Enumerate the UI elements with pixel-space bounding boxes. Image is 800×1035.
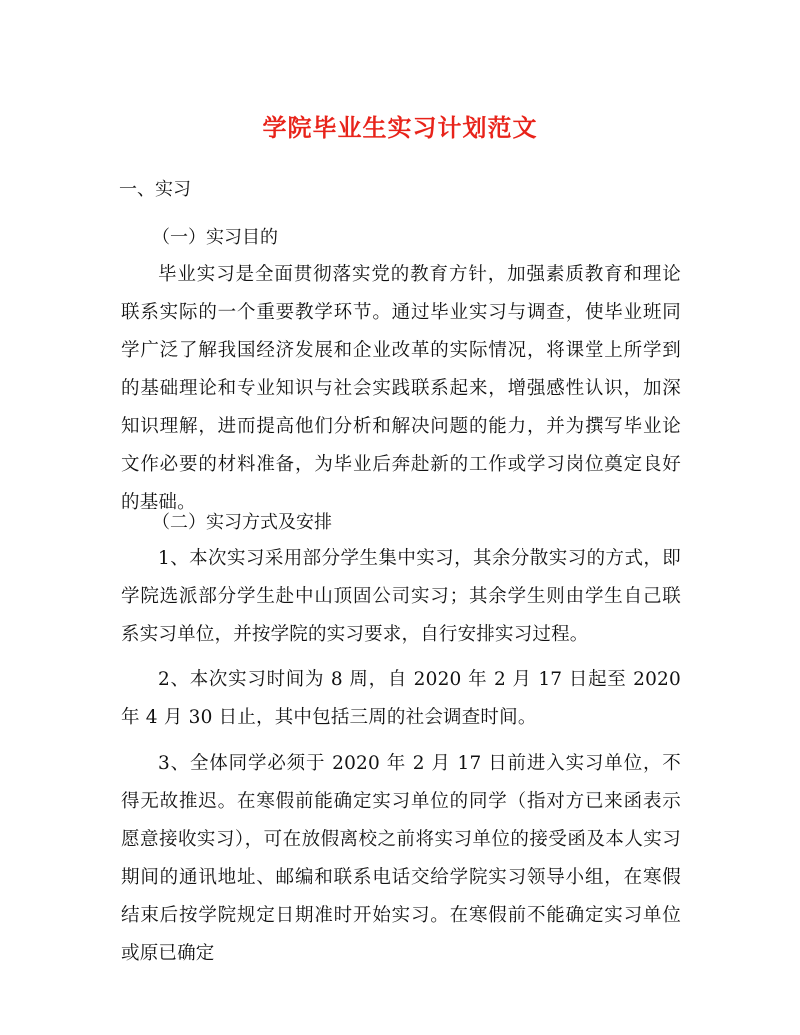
document-title: 学院毕业生实习计划范文 bbox=[262, 113, 538, 142]
subsection-heading-arrangement: （二）实习方式及安排 bbox=[152, 512, 332, 533]
list-item-1: 1、本次实习采用部分学生集中实习，其余分散实习的方式，即学院选派部分学生赴中山顶固公司实习；其余学生则由学生自己联系实习单位，并按学院的实习要求，自行安排实习过程。 bbox=[121, 548, 681, 645]
paragraph-purpose: 毕业实习是全面贯彻落实党的教育方针，加强素质教育和理论联系实际的一个重要教学环节。通过毕业实习与调查，使毕业班同学广泛了解我国经济发展和企业改革的实际情况，将课堂上所学到的基础理论和专业知识与社会实践联系起来，增强感性认识，加深知识理解，进而提高他们分析和解决问题的能力，并为撰写毕业论文作必要的材料准备，为毕业后奔赴新的工作或学习岗位奠定良好的基础。 bbox=[121, 264, 681, 513]
section-heading-internship: 一、实习 bbox=[119, 179, 191, 200]
list-item-3: 3、全体同学必须于 2020 年 2 月 17 日前进入实习单位，不得无故推迟。在寒假前能确定实习单位的同学（指对方已来函表示愿意接收实习），可在放假离校之前将实习单位的接受函及本人实习期间的通讯地址、邮编和联系电话交给学院实习领导小组，在寒假结束后按学院规定日期准时开始实习。在寒假前不能确定实习单位或原已确定 bbox=[121, 753, 681, 964]
list-item-2: 2、本次实习时间为 8 周，自 2020 年 2 月 17 日起至 2020 年 4 月 30 日止，其中包括三周的社会调查时间。 bbox=[121, 669, 681, 728]
subsection-heading-purpose: （一）实习目的 bbox=[152, 227, 278, 248]
